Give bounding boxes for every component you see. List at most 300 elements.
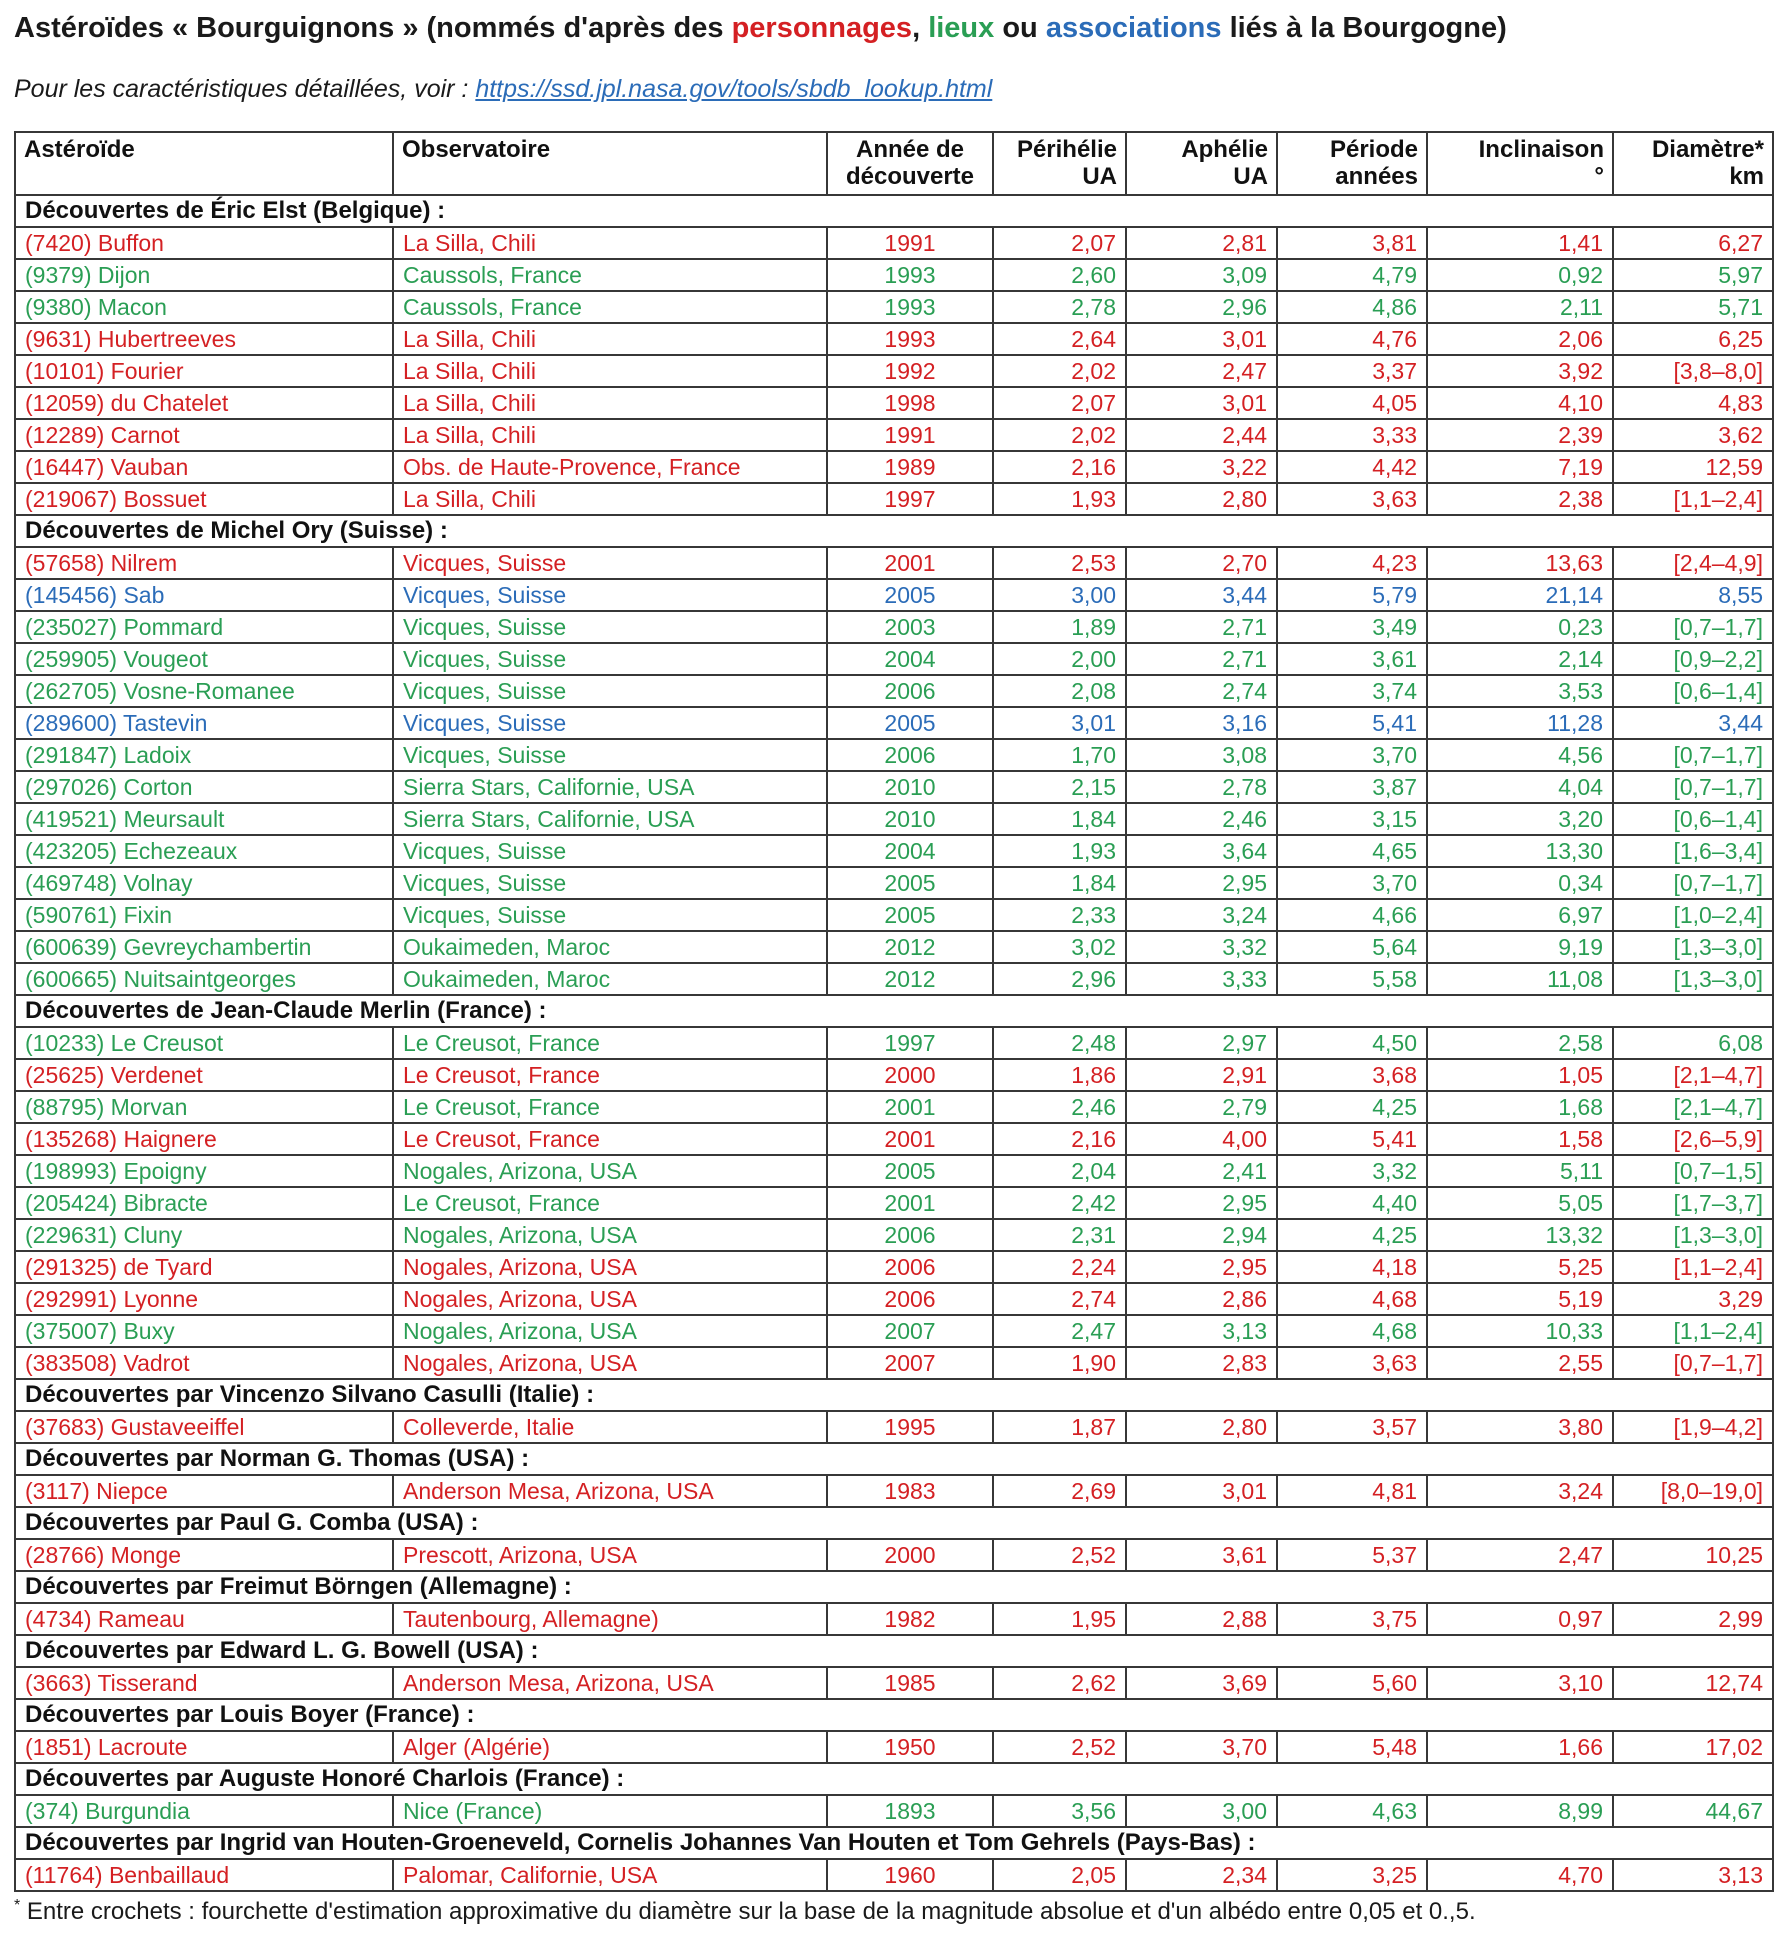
period-cell: 3,25 — [1277, 1859, 1427, 1891]
title-segment: , — [912, 12, 929, 44]
asteroid-cell: (16447) Vauban — [15, 451, 393, 483]
observatory-cell: Vicques, Suisse — [393, 707, 827, 739]
diameter-cell: [2,6–5,9] — [1613, 1123, 1773, 1155]
column-header-year — [827, 132, 993, 195]
observatory-cell: Vicques, Suisse — [393, 579, 827, 611]
perihelion-cell: 1,90 — [993, 1347, 1126, 1379]
asteroid-cell: (291847) Ladoix — [15, 739, 393, 771]
table-row — [15, 963, 1773, 995]
section-header-row — [15, 1763, 1773, 1795]
year-cell: 2006 — [827, 1219, 993, 1251]
inclination-cell: 4,56 — [1427, 739, 1613, 771]
observatory-cell: Obs. de Haute-Provence, France — [393, 451, 827, 483]
asteroid-cell: (383508) Vadrot — [15, 1347, 393, 1379]
asteroid-cell: (374) Burgundia — [15, 1795, 393, 1827]
table-row — [15, 1603, 1773, 1635]
observatory-cell: Le Creusot, France — [393, 1187, 827, 1219]
asteroid-cell: (135268) Haignere — [15, 1123, 393, 1155]
sbdb-lookup-link[interactable]: https://ssd.jpl.nasa.gov/tools/sbdb_lookup.html — [475, 75, 993, 104]
aphelion-cell: 2,95 — [1126, 867, 1277, 899]
section-header-row — [15, 1507, 1773, 1539]
diameter-cell: 4,83 — [1613, 387, 1773, 419]
title-segment: Astéroïdes « Bourguignons » (nommés d'après des — [14, 12, 732, 44]
aphelion-cell: 3,13 — [1126, 1315, 1277, 1347]
observatory-cell: Anderson Mesa, Arizona, USA — [393, 1475, 827, 1507]
asteroid-cell: (297026) Corton — [15, 771, 393, 803]
diameter-cell: 6,08 — [1613, 1027, 1773, 1059]
inclination-cell: 3,20 — [1427, 803, 1613, 835]
period-cell: 3,70 — [1277, 739, 1427, 771]
asteroid-cell: (9380) Macon — [15, 291, 393, 323]
aphelion-cell: 2,44 — [1126, 419, 1277, 451]
aphelion-cell: 2,94 — [1126, 1219, 1277, 1251]
aphelion-cell: 2,70 — [1126, 547, 1277, 579]
asteroid-cell: (600665) Nuitsaintgeorges — [15, 963, 393, 995]
year-cell: 2001 — [827, 547, 993, 579]
diameter-cell: [0,7–1,5] — [1613, 1155, 1773, 1187]
column-header-row — [15, 132, 1773, 195]
inclination-cell: 5,25 — [1427, 1251, 1613, 1283]
period-cell: 3,75 — [1277, 1603, 1427, 1635]
inclination-cell: 8,99 — [1427, 1795, 1613, 1827]
period-cell: 3,63 — [1277, 1347, 1427, 1379]
section-header-row — [15, 515, 1773, 547]
column-header-perihelion — [993, 132, 1126, 195]
inclination-cell: 3,10 — [1427, 1667, 1613, 1699]
asteroid-cell: (37683) Gustaveeiffel — [15, 1411, 393, 1443]
diameter-cell: [1,6–3,4] — [1613, 835, 1773, 867]
diameter-cell: [1,3–3,0] — [1613, 931, 1773, 963]
inclination-cell: 1,41 — [1427, 227, 1613, 259]
inclination-cell: 1,68 — [1427, 1091, 1613, 1123]
diameter-cell: [1,0–2,4] — [1613, 899, 1773, 931]
perihelion-cell: 3,01 — [993, 707, 1126, 739]
year-cell: 1989 — [827, 451, 993, 483]
year-cell: 1991 — [827, 227, 993, 259]
inclination-cell: 3,92 — [1427, 355, 1613, 387]
aphelion-cell: 2,88 — [1126, 1603, 1277, 1635]
perihelion-cell: 2,33 — [993, 899, 1126, 931]
year-cell: 1893 — [827, 1795, 993, 1827]
year-cell: 1997 — [827, 483, 993, 515]
year-cell: 1997 — [827, 1027, 993, 1059]
asteroid-cell: (292991) Lyonne — [15, 1283, 393, 1315]
diameter-cell: 3,29 — [1613, 1283, 1773, 1315]
title-segment: liés à la Bourgogne) — [1221, 12, 1507, 44]
year-cell: 1991 — [827, 419, 993, 451]
aphelion-cell: 2,71 — [1126, 643, 1277, 675]
section-header-row — [15, 1379, 1773, 1411]
diameter-cell: [1,1–2,4] — [1613, 1315, 1773, 1347]
observatory-cell: Vicques, Suisse — [393, 867, 827, 899]
perihelion-cell: 2,42 — [993, 1187, 1126, 1219]
period-cell: 5,41 — [1277, 1123, 1427, 1155]
perihelion-cell: 2,07 — [993, 227, 1126, 259]
aphelion-cell: 2,86 — [1126, 1283, 1277, 1315]
section-header: Découvertes par Auguste Honoré Charlois (France) : — [15, 1763, 1773, 1795]
inclination-cell: 11,08 — [1427, 963, 1613, 995]
aphelion-cell: 2,71 — [1126, 611, 1277, 643]
inclination-cell: 13,32 — [1427, 1219, 1613, 1251]
inclination-cell: 2,38 — [1427, 483, 1613, 515]
asteroid-cell: (3117) Niepce — [15, 1475, 393, 1507]
period-cell: 4,18 — [1277, 1251, 1427, 1283]
observatory-cell: Sierra Stars, Californie, USA — [393, 771, 827, 803]
year-cell: 2000 — [827, 1539, 993, 1571]
year-cell: 2006 — [827, 739, 993, 771]
diameter-cell: [0,6–1,4] — [1613, 803, 1773, 835]
period-cell: 3,61 — [1277, 643, 1427, 675]
table-row — [15, 1411, 1773, 1443]
diameter-cell: 12,74 — [1613, 1667, 1773, 1699]
section-header-row — [15, 1699, 1773, 1731]
asteroid-cell: (289600) Tastevin — [15, 707, 393, 739]
section-header-row — [15, 1571, 1773, 1603]
aphelion-cell: 2,91 — [1126, 1059, 1277, 1091]
perihelion-cell: 2,24 — [993, 1251, 1126, 1283]
observatory-cell: La Silla, Chili — [393, 227, 827, 259]
inclination-cell: 0,92 — [1427, 259, 1613, 291]
inclination-cell: 2,55 — [1427, 1347, 1613, 1379]
diameter-cell: 44,67 — [1613, 1795, 1773, 1827]
inclination-cell: 1,66 — [1427, 1731, 1613, 1763]
year-cell: 1993 — [827, 291, 993, 323]
table-row — [15, 259, 1773, 291]
year-cell: 2004 — [827, 835, 993, 867]
title-segment: ou — [994, 12, 1046, 44]
asteroid-cell: (235027) Pommard — [15, 611, 393, 643]
diameter-cell: [2,1–4,7] — [1613, 1059, 1773, 1091]
diameter-cell: 2,99 — [1613, 1603, 1773, 1635]
column-header-line2: km — [1729, 163, 1764, 191]
perihelion-cell: 2,05 — [993, 1859, 1126, 1891]
section-header-row — [15, 1827, 1773, 1859]
table-row — [15, 1315, 1773, 1347]
year-cell: 2001 — [827, 1187, 993, 1219]
aphelion-cell: 2,81 — [1126, 227, 1277, 259]
year-cell: 2005 — [827, 867, 993, 899]
diameter-cell: 3,44 — [1613, 707, 1773, 739]
inclination-cell: 3,80 — [1427, 1411, 1613, 1443]
table-row — [15, 227, 1773, 259]
observatory-cell: Vicques, Suisse — [393, 547, 827, 579]
aphelion-cell: 3,24 — [1126, 899, 1277, 931]
footnote-text: Entre crochets : fourchette d'estimation approximative du diamètre sur la base de la magnitude absolue et d'un albédo entre 0,05 et 0.,5. — [20, 1898, 1476, 1926]
table-row — [15, 1347, 1773, 1379]
period-cell: 4,65 — [1277, 835, 1427, 867]
inclination-cell: 4,70 — [1427, 1859, 1613, 1891]
observatory-cell: Le Creusot, France — [393, 1123, 827, 1155]
period-cell: 4,50 — [1277, 1027, 1427, 1059]
diameter-cell: [1,1–2,4] — [1613, 1251, 1773, 1283]
aphelion-cell: 2,46 — [1126, 803, 1277, 835]
aphelion-cell: 3,64 — [1126, 835, 1277, 867]
title-lieux-label: lieux — [928, 12, 995, 44]
asteroid-cell: (7420) Buffon — [15, 227, 393, 259]
year-cell: 1950 — [827, 1731, 993, 1763]
perihelion-cell: 1,93 — [993, 835, 1126, 867]
diameter-cell: 3,13 — [1613, 1859, 1773, 1891]
asteroid-cell: (145456) Sab — [15, 579, 393, 611]
inclination-cell: 2,47 — [1427, 1539, 1613, 1571]
table-row — [15, 643, 1773, 675]
year-cell: 2005 — [827, 899, 993, 931]
diameter-cell: 8,55 — [1613, 579, 1773, 611]
year-cell: 2001 — [827, 1123, 993, 1155]
diameter-cell: [0,7–1,7] — [1613, 771, 1773, 803]
column-header-line2: années — [1335, 163, 1418, 191]
period-cell: 3,37 — [1277, 355, 1427, 387]
aphelion-cell: 3,00 — [1126, 1795, 1277, 1827]
section-header: Découvertes par Louis Boyer (France) : — [15, 1699, 1773, 1731]
aphelion-cell: 3,01 — [1126, 323, 1277, 355]
inclination-cell: 0,97 — [1427, 1603, 1613, 1635]
observatory-cell: La Silla, Chili — [393, 483, 827, 515]
table-row — [15, 1091, 1773, 1123]
year-cell: 2005 — [827, 1155, 993, 1187]
table-row — [15, 867, 1773, 899]
aphelion-cell: 2,95 — [1126, 1251, 1277, 1283]
observatory-cell: Alger (Algérie) — [393, 1731, 827, 1763]
asteroid-cell: (88795) Morvan — [15, 1091, 393, 1123]
aphelion-cell: 2,79 — [1126, 1091, 1277, 1123]
diameter-cell: [2,1–4,7] — [1613, 1091, 1773, 1123]
table-row — [15, 1859, 1773, 1891]
period-cell: 3,68 — [1277, 1059, 1427, 1091]
aphelion-cell: 3,09 — [1126, 259, 1277, 291]
column-header-line1: Astéroïde — [24, 136, 135, 164]
asteroid-cell: (12289) Carnot — [15, 419, 393, 451]
asteroid-cell: (28766) Monge — [15, 1539, 393, 1571]
table-row — [15, 451, 1773, 483]
column-header-line1: Période — [1329, 136, 1418, 164]
section-header: Découvertes de Michel Ory (Suisse) : — [15, 515, 1773, 547]
table-row — [15, 1155, 1773, 1187]
year-cell: 2006 — [827, 675, 993, 707]
perihelion-cell: 1,84 — [993, 867, 1126, 899]
diameter-cell: [1,7–3,7] — [1613, 1187, 1773, 1219]
period-cell: 5,64 — [1277, 931, 1427, 963]
perihelion-cell: 2,53 — [993, 547, 1126, 579]
inclination-cell: 1,05 — [1427, 1059, 1613, 1091]
aphelion-cell: 3,08 — [1126, 739, 1277, 771]
inclination-cell: 5,11 — [1427, 1155, 1613, 1187]
inclination-cell: 0,34 — [1427, 867, 1613, 899]
aphelion-cell: 2,96 — [1126, 291, 1277, 323]
aphelion-cell: 3,44 — [1126, 579, 1277, 611]
diameter-cell: [3,8–8,0] — [1613, 355, 1773, 387]
aphelion-cell: 3,01 — [1126, 1475, 1277, 1507]
year-cell: 2005 — [827, 707, 993, 739]
observatory-cell: Nogales, Arizona, USA — [393, 1283, 827, 1315]
observatory-cell: La Silla, Chili — [393, 323, 827, 355]
diameter-cell: 17,02 — [1613, 1731, 1773, 1763]
diameter-cell: 5,71 — [1613, 291, 1773, 323]
observatory-cell: Vicques, Suisse — [393, 899, 827, 931]
observatory-cell: Nogales, Arizona, USA — [393, 1315, 827, 1347]
observatory-cell: Nogales, Arizona, USA — [393, 1251, 827, 1283]
table-row — [15, 1123, 1773, 1155]
period-cell: 3,15 — [1277, 803, 1427, 835]
inclination-cell: 7,19 — [1427, 451, 1613, 483]
asteroid-cell: (291325) de Tyard — [15, 1251, 393, 1283]
diameter-cell: 12,59 — [1613, 451, 1773, 483]
diameter-cell: [0,7–1,7] — [1613, 611, 1773, 643]
diameter-cell: [0,7–1,7] — [1613, 867, 1773, 899]
inclination-cell: 2,39 — [1427, 419, 1613, 451]
diameter-cell: [1,1–2,4] — [1613, 483, 1773, 515]
period-cell: 4,86 — [1277, 291, 1427, 323]
table-row — [15, 323, 1773, 355]
perihelion-cell: 1,84 — [993, 803, 1126, 835]
footnote — [14, 1897, 1765, 1926]
asteroid-cell: (259905) Vougeot — [15, 643, 393, 675]
inclination-cell: 2,06 — [1427, 323, 1613, 355]
perihelion-cell: 2,64 — [993, 323, 1126, 355]
aphelion-cell: 3,16 — [1126, 707, 1277, 739]
year-cell: 2006 — [827, 1251, 993, 1283]
table-row — [15, 1731, 1773, 1763]
year-cell: 2007 — [827, 1315, 993, 1347]
table-row — [15, 739, 1773, 771]
inclination-cell: 13,30 — [1427, 835, 1613, 867]
period-cell: 3,32 — [1277, 1155, 1427, 1187]
diameter-cell: 3,62 — [1613, 419, 1773, 451]
inclination-cell: 9,19 — [1427, 931, 1613, 963]
year-cell: 2004 — [827, 643, 993, 675]
perihelion-cell: 1,86 — [993, 1059, 1126, 1091]
title-associations-label: associations — [1045, 12, 1222, 44]
period-cell: 4,68 — [1277, 1315, 1427, 1347]
column-header-period — [1277, 132, 1427, 195]
asteroid-cell: (1851) Lacroute — [15, 1731, 393, 1763]
column-header-line1: Aphélie — [1181, 136, 1268, 164]
perihelion-cell: 2,07 — [993, 387, 1126, 419]
observatory-cell: Vicques, Suisse — [393, 739, 827, 771]
year-cell: 1983 — [827, 1475, 993, 1507]
column-header-line1: Diamètre* — [1651, 136, 1764, 164]
perihelion-cell: 2,69 — [993, 1475, 1126, 1507]
subtitle — [14, 75, 1765, 104]
title-personnages-label: personnages — [731, 12, 913, 44]
asteroid-cell: (10233) Le Creusot — [15, 1027, 393, 1059]
table-row — [15, 1283, 1773, 1315]
table-row — [15, 835, 1773, 867]
inclination-cell: 4,10 — [1427, 387, 1613, 419]
year-cell: 2001 — [827, 1091, 993, 1123]
asteroid-cell: (9631) Hubertreeves — [15, 323, 393, 355]
perihelion-cell: 2,52 — [993, 1731, 1126, 1763]
period-cell: 3,70 — [1277, 867, 1427, 899]
diameter-cell: [2,4–4,9] — [1613, 547, 1773, 579]
aphelion-cell: 2,47 — [1126, 355, 1277, 387]
observatory-cell: Nogales, Arizona, USA — [393, 1347, 827, 1379]
period-cell: 4,66 — [1277, 899, 1427, 931]
aphelion-cell: 3,33 — [1126, 963, 1277, 995]
observatory-cell: Anderson Mesa, Arizona, USA — [393, 1667, 827, 1699]
perihelion-cell: 2,02 — [993, 355, 1126, 387]
period-cell: 5,48 — [1277, 1731, 1427, 1763]
column-header-asteroid — [15, 132, 393, 195]
observatory-cell: Le Creusot, France — [393, 1027, 827, 1059]
section-header-row — [15, 1443, 1773, 1475]
observatory-cell: Nogales, Arizona, USA — [393, 1219, 827, 1251]
column-header-inclination — [1427, 132, 1613, 195]
asteroid-cell: (375007) Buxy — [15, 1315, 393, 1347]
perihelion-cell: 2,15 — [993, 771, 1126, 803]
perihelion-cell: 1,70 — [993, 739, 1126, 771]
section-header-row — [15, 195, 1773, 227]
table-row — [15, 1667, 1773, 1699]
diameter-cell: [1,9–4,2] — [1613, 1411, 1773, 1443]
diameter-cell: [0,7–1,7] — [1613, 739, 1773, 771]
diameter-cell: 5,97 — [1613, 259, 1773, 291]
section-header: Découvertes par Vincenzo Silvano Casulli (Italie) : — [15, 1379, 1773, 1411]
diameter-cell: [1,3–3,0] — [1613, 1219, 1773, 1251]
year-cell: 2005 — [827, 579, 993, 611]
diameter-cell: [1,3–3,0] — [1613, 963, 1773, 995]
inclination-cell: 5,05 — [1427, 1187, 1613, 1219]
asteroid-cell: (590761) Fixin — [15, 899, 393, 931]
diameter-cell: 10,25 — [1613, 1539, 1773, 1571]
asteroid-cell: (219067) Bossuet — [15, 483, 393, 515]
table-row — [15, 1059, 1773, 1091]
observatory-cell: Le Creusot, France — [393, 1059, 827, 1091]
column-header-aphelion — [1126, 132, 1277, 195]
section-header: Découvertes de Jean-Claude Merlin (France) : — [15, 995, 1773, 1027]
period-cell: 3,87 — [1277, 771, 1427, 803]
section-header: Découvertes de Éric Elst (Belgique) : — [15, 195, 1773, 227]
section-header: Découvertes par Edward L. G. Bowell (USA) : — [15, 1635, 1773, 1667]
perihelion-cell: 2,60 — [993, 259, 1126, 291]
year-cell: 1998 — [827, 387, 993, 419]
period-cell: 3,49 — [1277, 611, 1427, 643]
aphelion-cell: 2,41 — [1126, 1155, 1277, 1187]
column-header-line1: Année de — [855, 136, 965, 164]
perihelion-cell: 2,52 — [993, 1539, 1126, 1571]
diameter-cell: 6,27 — [1613, 227, 1773, 259]
asteroids-table — [14, 131, 1774, 1892]
period-cell: 4,63 — [1277, 1795, 1427, 1827]
perihelion-cell: 2,78 — [993, 291, 1126, 323]
period-cell: 3,74 — [1277, 675, 1427, 707]
asteroid-cell: (4734) Rameau — [15, 1603, 393, 1635]
asteroid-cell: (3663) Tisserand — [15, 1667, 393, 1699]
diameter-cell: [0,9–2,2] — [1613, 643, 1773, 675]
table-row — [15, 771, 1773, 803]
year-cell: 1995 — [827, 1411, 993, 1443]
period-cell: 3,33 — [1277, 419, 1427, 451]
period-cell: 5,58 — [1277, 963, 1427, 995]
aphelion-cell: 2,78 — [1126, 771, 1277, 803]
table-row — [15, 291, 1773, 323]
aphelion-cell: 2,80 — [1126, 1411, 1277, 1443]
observatory-cell: Tautenbourg, Allemagne) — [393, 1603, 827, 1635]
table-row — [15, 675, 1773, 707]
section-header: Découvertes par Paul G. Comba (USA) : — [15, 1507, 1773, 1539]
asteroid-cell: (262705) Vosne-Romanee — [15, 675, 393, 707]
observatory-cell: Vicques, Suisse — [393, 611, 827, 643]
year-cell: 2003 — [827, 611, 993, 643]
asteroid-cell: (9379) Dijon — [15, 259, 393, 291]
inclination-cell: 11,28 — [1427, 707, 1613, 739]
diameter-cell: [0,7–1,7] — [1613, 1347, 1773, 1379]
aphelion-cell: 4,00 — [1126, 1123, 1277, 1155]
period-cell: 4,42 — [1277, 451, 1427, 483]
observatory-cell: Nice (France) — [393, 1795, 827, 1827]
aphelion-cell: 3,01 — [1126, 387, 1277, 419]
period-cell: 4,81 — [1277, 1475, 1427, 1507]
